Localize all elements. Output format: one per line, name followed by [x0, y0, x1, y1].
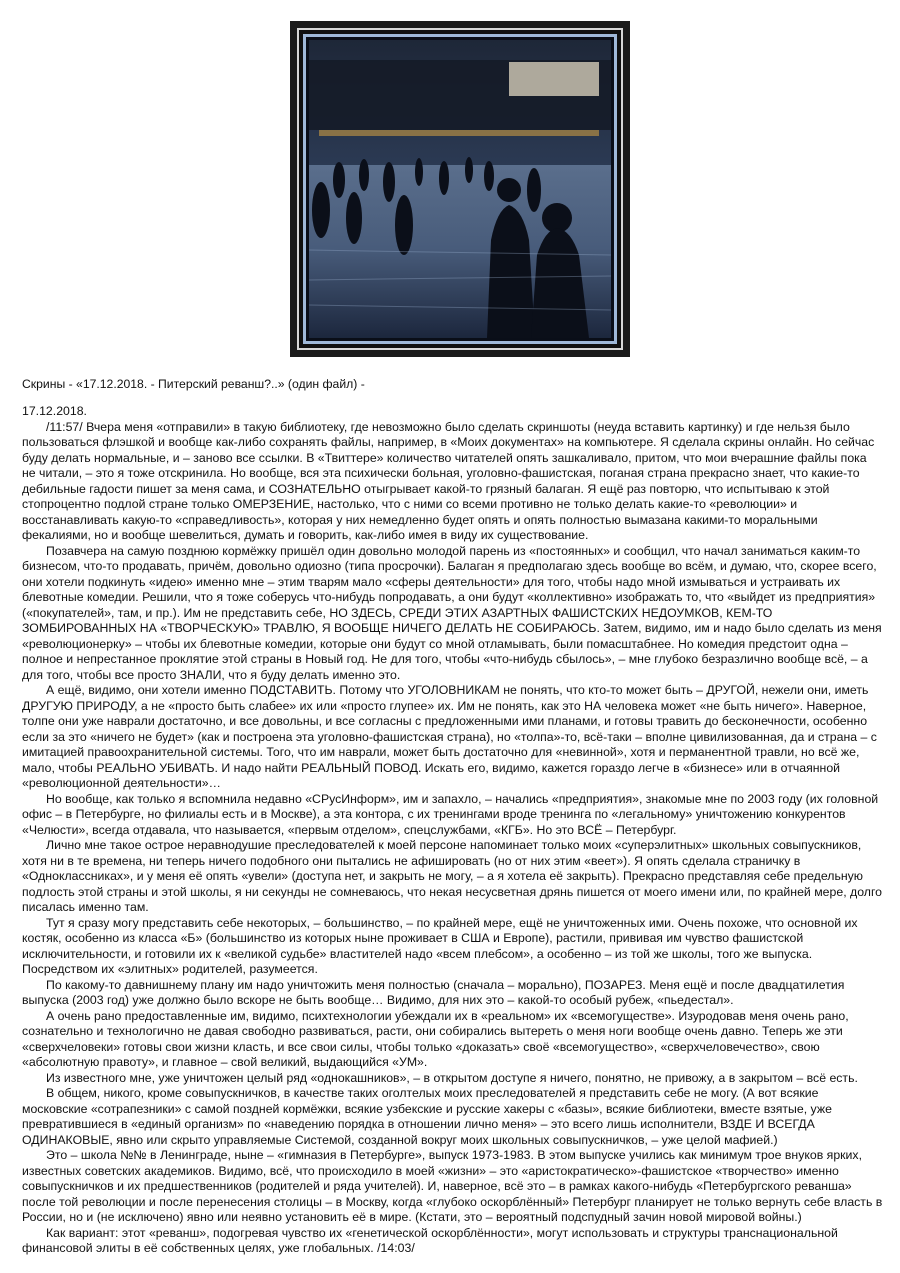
document-caption: Скрины - «17.12.2018. - Питерский реванш?..» (один файл) -: [22, 377, 365, 391]
paragraph: А очень рано предоставленные им, видимо, психтехнологии убеждали их в «реальном» их «всемогуществе». Изуродовав меня очень рано, сознательно и технологично не давая свободно развиваться, расти, они собирались вытереть о меня ноги вообще очень давно. Теперь же эти «сверхчеловеки» готовы свои жизни класть, и все свои силы, чтобы только «доказать» своё «всемогущество», «сверхчеловечество», свою «абсолютную правоту», и главное – свой великий, выдающийся «УМ».: [22, 1008, 849, 1069]
paragraph: Тут я сразу могу представить себе некоторых, – большинство, – по крайней мере, ещё не уничтоженных ими. Очень похоже, что основной их костяк, особенно из класса «Б» (большинство из которых ныне проживает в США и Европе), растили, прививая им чувство фашистской исключительности, и готовили их к «великой судьбе» властителей надо «всем плебсом», а особенно – из той же школы, того же выпуска. Посредством их «элитных» родителей, разумеется.: [22, 915, 858, 976]
paragraph: Это – школа №№ в Ленинграде, ныне – «гимназия в Петербурге», выпуск 1973-1983. В этом выпуске учились как минимум трое внуков ярких, известных советских академиков. Видимо, всё, что происходило в моей «жизни» – это «аристократическо»-фашистское «творчество» именно совыпускничков и их предшественников (родителей и ряда учителей). И, наверное, всё это – в рамках какого-нибудь «Петербургского реванша» после той революции и после перенесения столицы – в Москву, когда «глубоко оскорблённый» Петербург планирует не только вернуть себе власть в России, но и (не исключено) явно или неявно установить её в мире. (Кстати, это – вероятный подспудный зачин новой мировой войны.): [22, 1148, 883, 1224]
paragraph: В общем, никого, кроме совыпускничков, в качестве таких оголтелых моих преследователей я представить себе не могу. (А вот всякие московские «сотрапезники» с самой поздней кормёжки, всякие узбекские и русские хакеры с «базы», всякие библиотеки, вместе взятые, уже превратившиеся в «единый организм» по «наведению порядка в отношении лично меня» – это всего лишь исполнители, ВЗДЕ И ВСЕГДА ОДИНАКОВЫЕ, явно или скрыто управляемые Системой, созданной вокруг моих школьных совыпускничков, – уже целой мафией.): [22, 1086, 832, 1147]
painting-frame: [290, 21, 630, 357]
paragraph: Из известного мне, уже уничтожен целый ряд «однокашников», – в открытом доступе я ничего, понятно, не привожу, а в закрытом – всё есть.: [46, 1070, 858, 1085]
entry-date: 17.12.2018.: [22, 404, 87, 418]
paragraph: Лично мне такое острое неравнодушие преследователей к моей персоне напоминает только моих «суперэлитных» школьных совыпускников, хотя ни в те времена, ни теперь ничего подобного они пытались не афишировать (но от них этим «веет»). Я опять сделала страничку в «Одноклассниках», и у меня её опять «увели» (доступа нет, и закрыть не могу, – а я хотела её закрыть). Прекрасно представляя себе предельную подлость этой страны и этой школы, я ни секунды не сомневаюсь, что некая несусветная дрянь пишется от моего имени или, по крайней мере, долго писалась именно там.: [22, 838, 882, 914]
paragraph: Но вообще, как только я вспомнила недавно «СРусИнформ», им и запахло, – начались «предприятия», знакомые мне по 2003 году (их головной офис – в Петербурге, но филиалы есть и в Москве), а эта контора, с их тренингами вроде тренинга по «легальному» уничтожению конкурентов «Челюсти», всегда отдавала, что называется, «первым отделом», спецслужбами, «КГБ». Но это ВСЁ – Петербург.: [22, 791, 879, 837]
paragraph: А ещё, видимо, они хотели именно ПОДСТАВИТЬ. Потому что УГОЛОВНИКАМ не понять, что кто-то может быть – ДРУГОЙ, нежели они, иметь ДРУГУЮ ПРИРОДУ, а не «просто быть слабее» их или «просто глупее» их. Им не понять, как это НА человека может «не быть ничего». Наверное, толпе они уже наврали достаточно, и все довольны, и все согласны с предложенными ими планами, и готовы травить до бесконечности, особенно если за это «ничего не будет» (как и построена эта уголовно-фашистская страна), но «толпа»-то, всё-таки – вполне цивилизованная, да и страна – с имитацией правоохранительной системы. Того, что им наврали, может быть достаточно для «невинной», хотя и перманентной травли, но всё же, мало, чтобы РЕАЛЬНО УБИВАТЬ. И надо найти РЕАЛЬНЫЙ ПОВОД. Искать его, видимо, кажется гораздо легче в «бизнесе» или в отчаянной «революционной деятельности»…: [22, 683, 877, 790]
paragraph: /11:57/ Вчера меня «отправили» в такую библиотеку, где невозможно было сделать скриншоты (неуда вставить картинку) и где нельзя было пользоваться флэшкой и вообще как-либо сохранять файлы, например, в «Моих документах» на компьютере. Я сделала скрины онлайн. Но сейчас буду делать нормальные, и – заново все ссылки. В «Твиттере» количество читателей опять зашкаливало, притом, что мои вчерашние файлы пока не читали, – это я тоже отскринила. Но вообще, вся эта психически больная, уголовно-фашистская, поганая страна прекрасно знает, что какие-то дебильные гадости пишет за меня сама, и СОЗНАТЕЛЬНО отыгрывает какой-то грязный балаган. Я ещё раз повторю, что испытываю к этой стопроцентно подлой стране только ОМЕРЗЕНИЕ, настолько, что с ними со всеми противно не только делать какие-то «революции» и восстанавливать какую-то «справедливость», которая у них немедленно будет опять и опять полностью вымазана какими-то моральными фекалиями, но и вообще шевелиться, думать и говорить, как-либо имея в виду их существование.: [22, 419, 875, 542]
document-body: [22, 404, 883, 1257]
paragraph: Позавчера на самую позднюю кормёжку пришёл один довольно молодой парень из «постоянных» и сообщил, что начал заниматься каким-то бизнесом, что-то продавать, причём, довольно одиозно (типа просрочки). Балаган я предполагаю здесь вообще во всём, и думаю, что, скорее всего, они хотели подкинуть «идею» именно мне – этим тварям мало «сферы деятельности» для того, чтобы надо мной измываться и устраивать их блевотные комедии. Решили, что я тоже соберусь что-нибудь попродавать, а они будут «коллективно» изображать то, что «выйдет из предприятия» («покупателей», там, и пр.). Им не представить себе, НО ЗДЕСЬ, СРЕДИ ЭТИХ АЗАРТНЫХ ФАШИСТСКИХ НЕДОУМКОВ, КЕМ-ТО ЗОМБИРОВАННЫХ НА «ТВОРЧЕСКУЮ» ТРАВЛЮ, Я ВООБЩЕ НИЧЕГО ДЕЛАТЬ НЕ СОБИРАЮСЬ. Затем, видимо, им и надо было сделать из меня «революционерку» – чтобы их блевотные комедии, которые они будут со мной отламывать, были помасштабнее. Но комедия предстоит одна – полное и непрестанное проклятие этой страны в Новый год. Не для того, чтобы «что-нибудь сбылось», – мне глубоко безразлично вообще всё, – а для того, чтобы все просто ЗНАЛИ, что я буду делать именно это.: [22, 543, 882, 682]
painting-crowd-scene: [309, 40, 611, 338]
paragraph: По какому-то давнишнему плану им надо уничтожить меня полностью (сначала – морально), ПОЗАРЕЗ. Меня ещё и после двадцатилетия выпуска (2003 год) уже должно было вскоре не быть вообще… Видимо, для них это – какой-то особый рубеж, «пьедестал».: [22, 977, 845, 1007]
paragraph: Как вариант: этот «реванш», подогревая чувство их «генетической оскорблённости», могут использовать и структуры транснациональной финансовой элиты в её собственных целях, уже глобальных. /14:03/: [22, 1225, 838, 1255]
